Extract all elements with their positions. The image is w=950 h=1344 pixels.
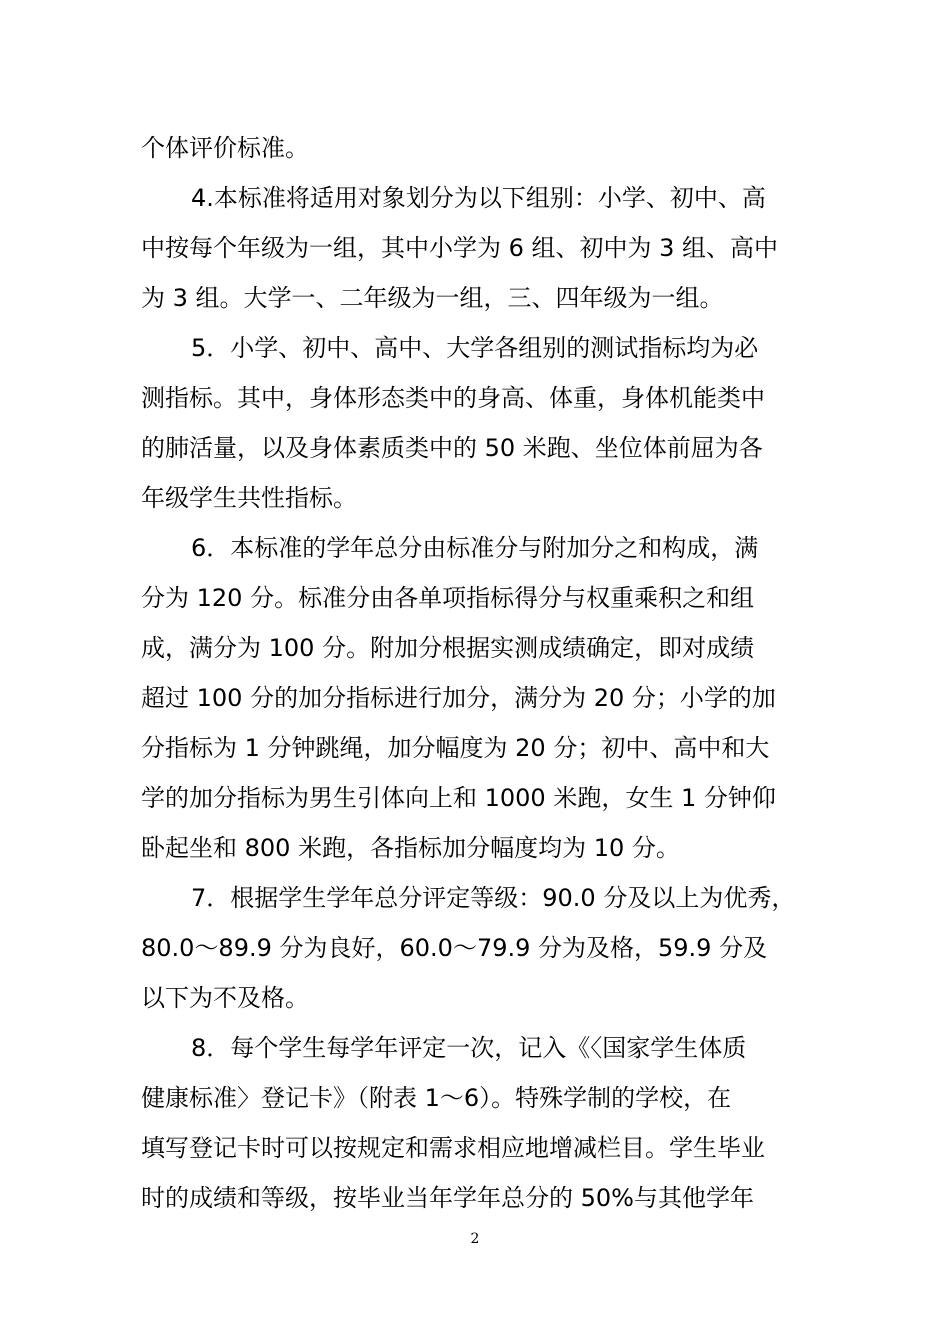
- text-line: 测指标。其中，身体形态类中的身高、体重，身体机能类中: [141, 384, 765, 412]
- text-line: 卧起坐和 800 米跑，各指标加分幅度均为 10 分。: [141, 834, 680, 862]
- text-line: 学的加分指标为男生引体向上和 1000 米跑，女生 1 分钟仰: [141, 784, 776, 812]
- text-line: 年级学生共性指标。: [141, 484, 357, 512]
- text-line: 个体评价标准。: [141, 134, 309, 162]
- text-line: 以下为不及格。: [141, 984, 309, 1012]
- text-line: 中按每个年级为一组，其中小学为 6 组、初中为 3 组、高中: [141, 234, 779, 262]
- document-body: [141, 123, 813, 1223]
- text-line: 填写登记卡时可以按规定和需求相应地增减栏目。学生毕业: [141, 1134, 765, 1162]
- text-line: 7．根据学生学年总分评定等级：90.0 分及以上为优秀，: [191, 884, 796, 912]
- text-line: 成，满分为 100 分。附加分根据实测成绩确定，即对成绩: [141, 634, 755, 662]
- text-line: 为 3 组。大学一、二年级为一组，三、四年级为一组。: [141, 284, 724, 312]
- text-line: 6．本标准的学年总分由标准分与附加分之和构成，满: [191, 534, 759, 562]
- text-line: 分指标为 1 分钟跳绳，加分幅度为 20 分；初中、高中和大: [141, 734, 770, 762]
- text-line: 4.本标准将适用对象划分为以下组别：小学、初中、高: [191, 184, 766, 212]
- text-line: 的肺活量，以及身体素质类中的 50 米跑、坐位体前屈为各: [141, 434, 763, 462]
- text-line: 健康标准〉登记卡》（附表 1～6）。特殊学制的学校，在: [141, 1084, 732, 1112]
- text-line: 5．小学、初中、高中、大学各组别的测试指标均为必: [191, 334, 759, 362]
- text-line: 8．每个学生每学年评定一次，记入《〈国家学生体质: [191, 1034, 747, 1062]
- text-line: 时的成绩和等级，按毕业当年学年总分的 50%与其他学年: [141, 1184, 754, 1212]
- page-number: 2: [470, 1231, 480, 1247]
- text-line: 分为 120 分。标准分由各单项指标得分与权重乘积之和组: [141, 584, 755, 612]
- text-line: 超过 100 分的加分指标进行加分，满分为 20 分；小学的加: [141, 684, 776, 712]
- text-line: 80.0～89.9 分为良好，60.0～79.9 分为及格，59.9 分及: [141, 934, 768, 962]
